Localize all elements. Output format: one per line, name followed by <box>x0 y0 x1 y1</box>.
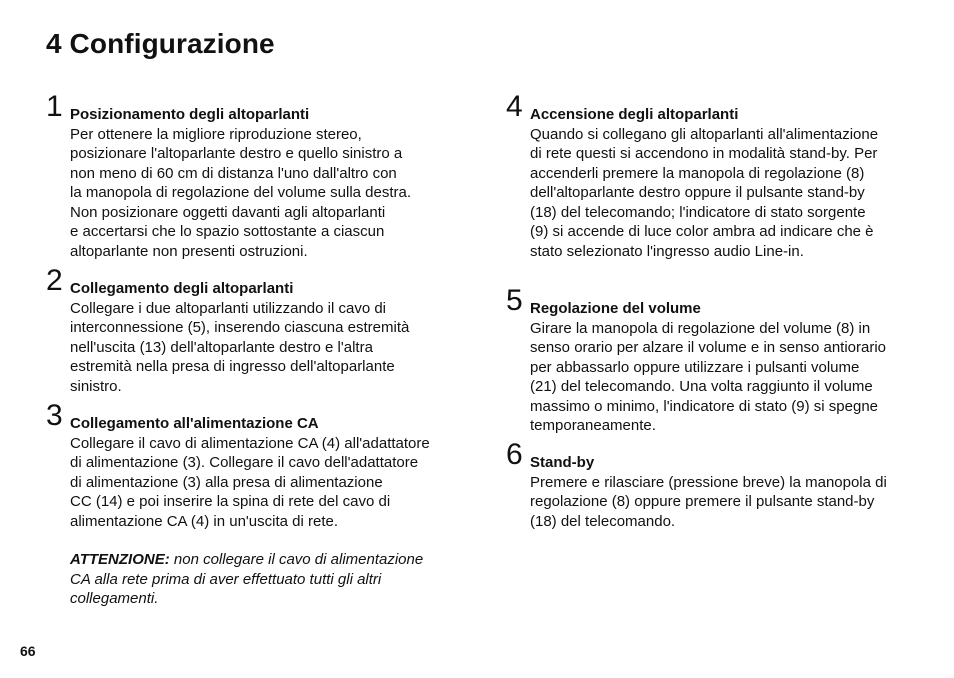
step-line: Non posizionare oggetti davanti agli altoparlanti <box>70 203 386 221</box>
step-body <box>70 434 430 532</box>
step-line: altoparlante non presenti ostruzioni. <box>70 242 308 260</box>
step-line: regolazione (8) oppure premere il pulsante stand-by <box>530 493 875 510</box>
warning-note <box>70 550 423 609</box>
step-6 <box>506 438 887 531</box>
step-heading: Collegamento all'alimentazione CA <box>70 415 319 432</box>
step-heading: Stand-by <box>530 454 595 471</box>
warning-line: CA alla rete prima di aver effettuato tutti gli altri <box>70 570 382 588</box>
step-line: senso orario per alzare il volume e in senso antiorario <box>530 339 887 356</box>
warning-line <box>70 550 423 570</box>
step-heading: Regolazione del volume <box>530 300 701 317</box>
step-5 <box>506 284 887 436</box>
step-line: Premere e rilasciare (pressione breve) la manopola di <box>530 473 887 491</box>
step-line: temporaneamente. <box>530 417 656 434</box>
step-3 <box>46 399 430 531</box>
step-number: 4 <box>506 90 523 123</box>
step-line: di rete questi si accendono in modalità stand-by. Per <box>530 145 878 162</box>
step-heading: Posizionamento degli altoparlanti <box>70 106 310 123</box>
step-body <box>70 125 411 262</box>
step-line: Girare la manopola di regolazione del volume (8) in <box>530 319 871 337</box>
warning-text: non collegare il cavo di alimentazione <box>169 551 424 568</box>
step-line: (21) del telecomando. Una volta raggiunto il volume <box>530 378 873 395</box>
step-line: (9) si accende di luce color ambra ad indicare che è <box>530 223 874 240</box>
step-line: di alimentazione (3) alla presa di alimentazione <box>70 473 383 491</box>
step-line: la manopola di regolazione del volume sulla destra. <box>70 184 412 201</box>
page-title: 4 Configurazione <box>46 28 275 59</box>
step-4 <box>506 90 879 261</box>
step-line: stato selezionato l'ingresso audio Line-in. <box>530 242 804 260</box>
step-number: 2 <box>46 264 63 297</box>
step-line: posizionare l'altoparlante destro e quello sinistro a <box>70 145 403 162</box>
step-body <box>530 125 878 262</box>
step-number: 5 <box>506 284 523 317</box>
warning-line: collegamenti. <box>70 590 159 607</box>
step-line: Quando si collegano gli altoparlanti all'alimentazione <box>530 125 879 143</box>
step-line: accenderli premere la manopola di regolazione (8) <box>530 164 865 182</box>
step-line: interconnessione (5), inserendo ciascuna estremità <box>70 319 410 336</box>
step-line: Collegare il cavo di alimentazione CA (4) all'adattatore <box>70 434 430 452</box>
step-line: (18) del telecomando. <box>530 512 676 530</box>
step-line: non meno di 60 cm di distanza l'uno dall'altro con <box>70 164 397 182</box>
step-number: 6 <box>506 438 523 471</box>
step-line: sinistro. <box>70 377 122 395</box>
step-body <box>530 473 887 532</box>
step-heading: Accensione degli altoparlanti <box>530 106 739 123</box>
step-body <box>70 299 409 397</box>
step-1 <box>46 90 412 261</box>
step-line: nell'uscita (13) dell'altoparlante destro e l'altra <box>70 338 373 356</box>
step-line: Per ottenere la migliore riproduzione stereo, <box>70 125 362 143</box>
step-line: massimo o minimo, l'indicatore di stato (9) si spegne <box>530 397 879 415</box>
step-heading: Collegamento degli altoparlanti <box>70 280 294 297</box>
step-line: estremità nella presa di ingresso dell'altoparlante <box>70 358 395 375</box>
page-number: 66 <box>20 643 36 659</box>
step-body <box>530 319 886 436</box>
step-line: CC (14) e poi inserire la spina di rete del cavo di <box>70 493 391 510</box>
step-line: e accertarsi che lo spazio sottostante a ciascun <box>70 223 385 240</box>
step-number: 3 <box>46 399 63 432</box>
step-2 <box>46 264 410 396</box>
warning-label: ATTENZIONE: <box>70 551 170 568</box>
step-line: (18) del telecomando; l'indicatore di stato sorgente <box>530 203 866 221</box>
step-line: alimentazione CA (4) in un'uscita di rete. <box>70 512 339 530</box>
step-number: 1 <box>46 90 63 123</box>
step-line: per abbassarlo oppure utilizzare i pulsanti volume <box>530 358 860 376</box>
step-line: Collegare i due altoparlanti utilizzando il cavo di <box>70 299 387 317</box>
step-line: dell'altoparlante destro oppure il pulsante stand-by <box>530 184 865 201</box>
step-line: di alimentazione (3). Collegare il cavo dell'adattatore <box>70 454 419 471</box>
